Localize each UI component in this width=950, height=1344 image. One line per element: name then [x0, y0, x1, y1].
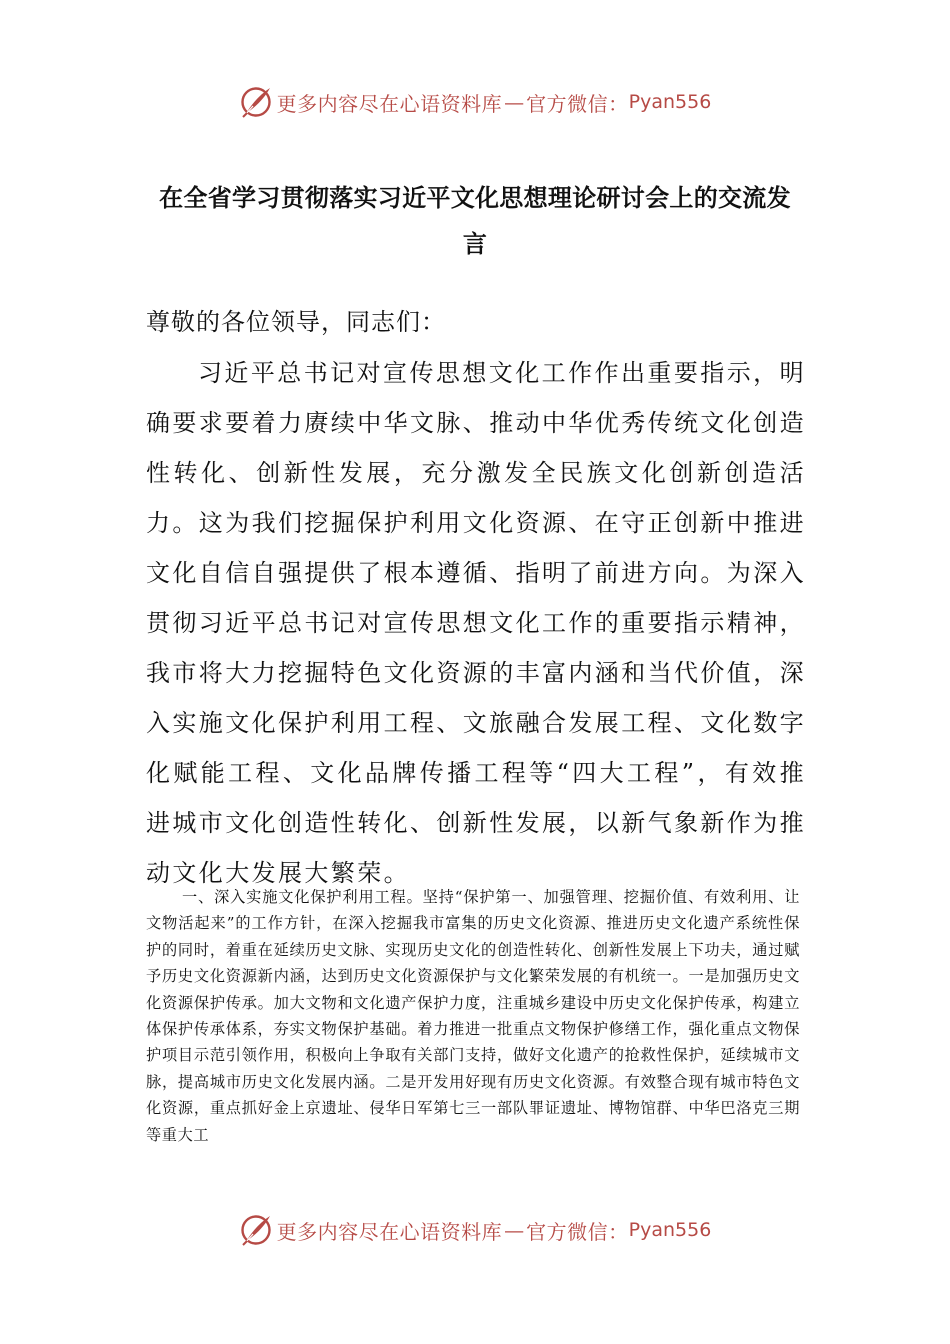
watermark-dash: —	[504, 90, 525, 114]
lead-paragraph: 习近平总书记对宣传思想文化工作作出重要指示，明确要求要着力赓续中华文脉、推动中华优秀传统文化创造性转化、创新性发展，充分激发全民族文化创新创造活力。这为我们挖掘保护利用文化资源、在守正创新中推进文化自信自强提供了根本遵循、指明了前进方向。为深入贯彻习近平总书记对宣传思想文化工作的重要指示精神，我市将大力挖掘特色文化资源的丰富内涵和当代价值，深入实施文化保护利用工程、文旅融合发展工程、文化数字化赋能工程、文化品牌传播工程等“四大工程”，有效推进城市文化创造性转化、创新性发展，以新气象新作为推动文化大发展大繁荣。	[146, 359, 806, 887]
document-title: 在全省学习贯彻落实习近平文化思想理论研讨会上的交流发言	[159, 184, 791, 258]
watermark-dash: —	[504, 1218, 525, 1242]
salutation: 尊敬的各位领导，同志们：	[146, 308, 446, 336]
watermark-wechat-label: 官方微信：	[526, 91, 629, 116]
watermark-wechat-id: Pyan556	[628, 1219, 712, 1241]
quill-logo-icon	[239, 85, 273, 119]
watermark-wechat-id: Pyan556	[628, 91, 712, 113]
watermark-wechat-label: 官方微信：	[526, 1219, 629, 1244]
watermark-site-text: 更多内容尽在心语资料库	[276, 1219, 503, 1244]
watermark-banner-bottom	[0, 1208, 950, 1252]
section-one-paragraph: 一、深入实施文化保护利用工程。坚持“保护第一、加强管理、挖掘价值、有效利用、让文物活起来”的工作方针，在深入挖掘我市富集的历史文化资源、推进历史文化遗产系统性保护的同时，着重在延续历史文脉、实现历史文化的创造性转化、创新性发展上下功夫，通过赋予历史文化资源新内涵，达到历史文化资源保护与文化繁荣发展的有机统一。一是加强历史文化资源保护传承。加大文物和文化遗产保护力度，注重城乡建设中历史文化保护传承，构建立体保护传承体系，夯实文物保护基础。着力推进一批重点文物保护修缮工作，强化重点文物保护项目示范引领作用，积极向上争取有关部门支持，做好文化遗产的抢救性保护，延续城市文脉，提高城市历史文化发展内涵。二是开发用好现有历史文化资源。有效整合现有城市特色文化资源，重点抓好金上京遗址、侵华日军第七三一部队罪证遗址、博物馆群、中华巴洛克三期等重大工	[146, 888, 800, 1144]
quill-logo-icon	[239, 1213, 273, 1247]
watermark-banner-top	[0, 80, 950, 124]
watermark-site-text: 更多内容尽在心语资料库	[276, 91, 503, 116]
